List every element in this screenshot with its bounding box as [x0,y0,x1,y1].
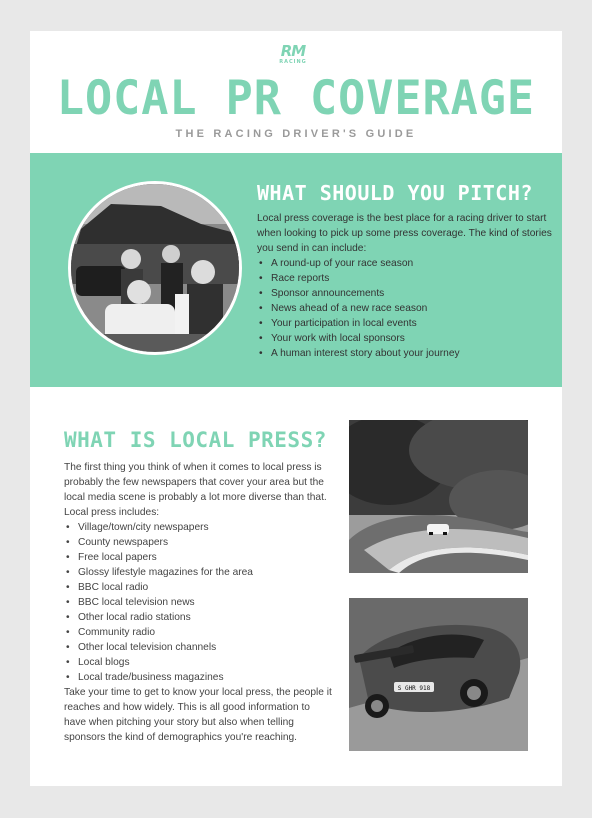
list-item: • Local blogs [64,655,334,670]
list-item: • Your work with local sponsors [257,331,553,346]
pitch-list [257,256,553,361]
page-title: LOCAL PR COVERAGE [56,71,536,126]
pitch-heading: WHAT SHOULD YOU PITCH? [257,181,533,205]
list-item: • Sponsor announcements [257,286,553,301]
supercar-photo [349,598,528,751]
page-subtitle: THE RACING DRIVER'S GUIDE [175,128,417,140]
list-item: • Race reports [257,271,553,286]
list-item: • News ahead of a new race season [257,301,553,316]
logo-subtext: RACING [279,59,307,65]
document-page [30,31,562,786]
list-item: • Village/town/city newspapers [64,520,334,535]
pitch-section [30,153,562,387]
list-item: • BBC local radio [64,580,334,595]
list-item: • Free local papers [64,550,334,565]
list-item: • BBC local television news [64,595,334,610]
license-plate: S GHR 918 [397,685,431,692]
list-item: • Community radio [64,625,334,640]
pitch-intro: Local press coverage is the best place for a racing driver to start when looking to pick up some press coverage. The kind of stories you send in can include: [257,213,552,254]
local-press-list [64,520,334,685]
list-item: • Other local television channels [64,640,334,655]
list-item: • Glossy lifestyle magazines for the area [64,565,334,580]
list-item: • Other local radio stations [64,610,334,625]
local-press-heading: WHAT IS LOCAL PRESS? [64,428,327,452]
local-intro: The first thing you think of when it comes to local press is probably the few newspapers that cover your area but the local media scene is probably a lot more diverse than that. Local press includes: [64,462,327,518]
paddock-photo [68,181,242,355]
logo-mark: RM [280,42,306,60]
list-item: • County newspapers [64,535,334,550]
list-item: • A human interest story about your journey [257,346,553,361]
list-item: • Your participation in local events [257,316,553,331]
local-press-body [64,460,334,745]
list-item: • Local trade/business magazines [64,670,334,685]
local-outro: Take your time to get to know your local press, the people it reaches and how widely. This is all good information to have when pitching your story but also when telling sponsors the kind of demographics you're reaching. [64,687,332,743]
brand-logo [276,43,310,67]
list-item: • A round-up of your race season [257,256,553,271]
hillclimb-photo [349,420,528,573]
pitch-body [257,211,553,361]
